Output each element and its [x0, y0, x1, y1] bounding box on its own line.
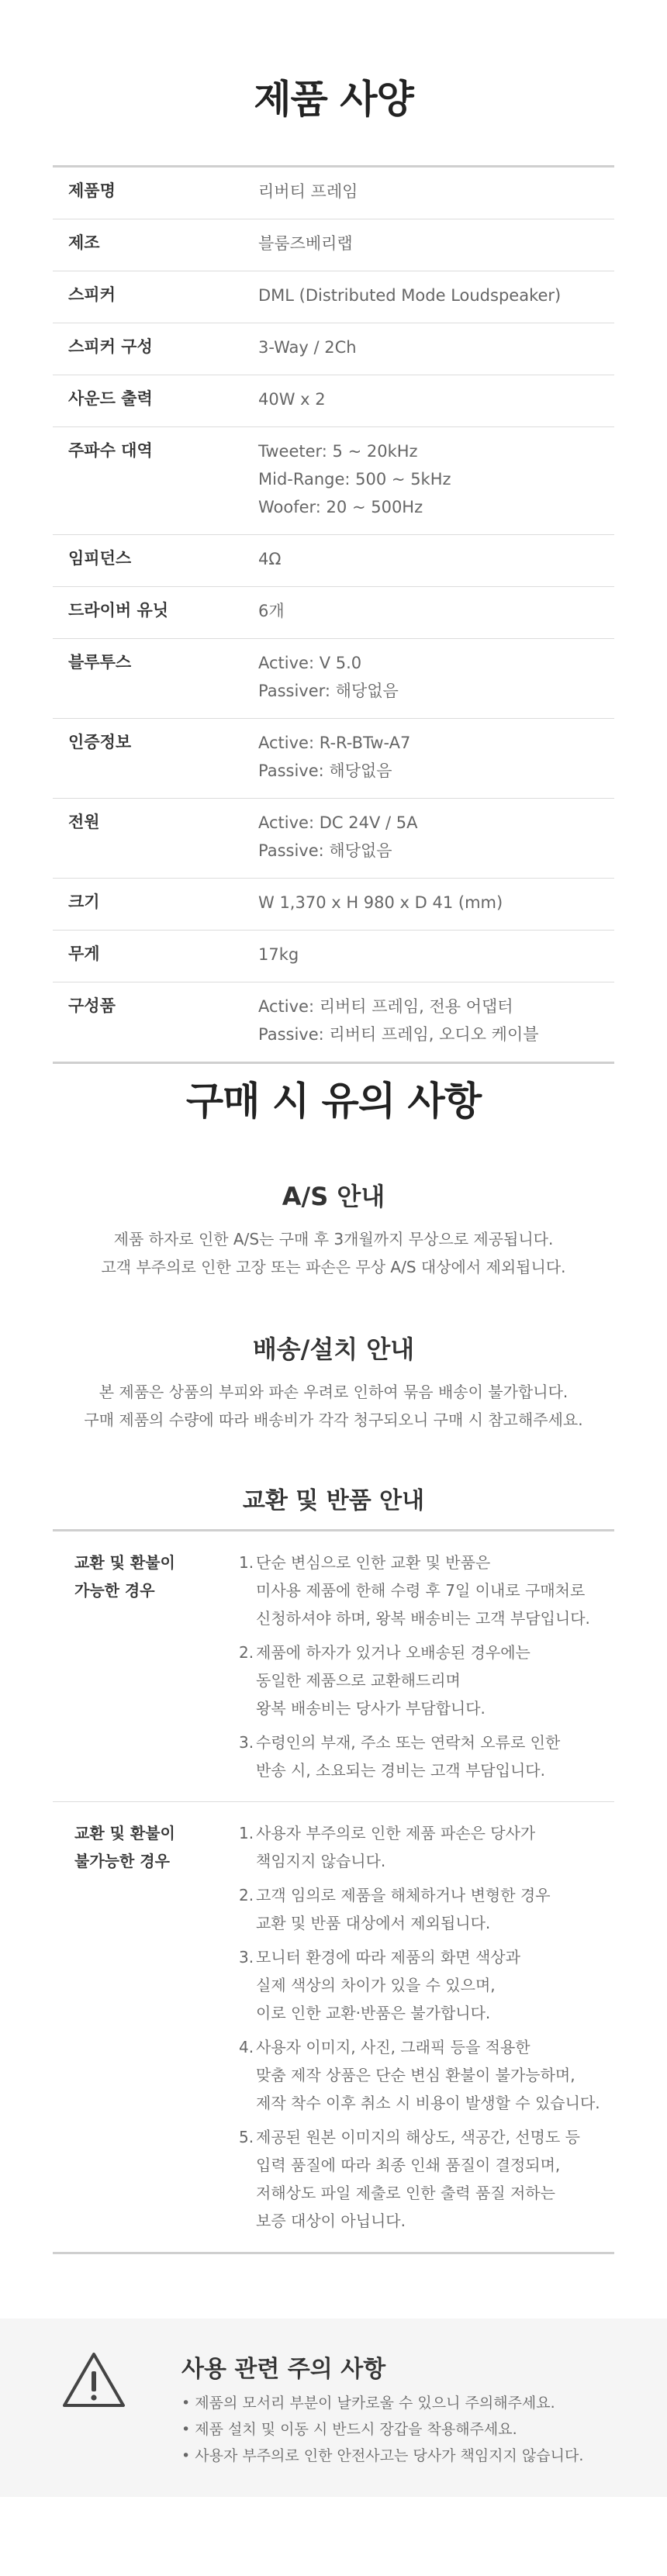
- exchange-impossible-label: [53, 1819, 239, 2235]
- spec-value-line: 40W x 2: [258, 390, 326, 409]
- spec-row: [53, 639, 614, 719]
- exchange-item-line: 맞춤 제작 상품은 단순 변심 환불이 불가능하며,: [256, 2066, 575, 2084]
- spec-value-line: Passive: 해당없음: [258, 841, 392, 860]
- spec-value-line: Woofer: 20 ~ 500Hz: [258, 498, 423, 516]
- exchange-item: [239, 2123, 614, 2235]
- spec-row: [53, 271, 614, 323]
- exchange-item-text: [256, 1728, 560, 1784]
- spec-label: 전원: [68, 813, 100, 831]
- exchange-item: [239, 2033, 614, 2117]
- exchange-item-line: 제공된 원본 이미지의 해상도, 색공간, 선명도 등: [256, 2128, 580, 2146]
- exchange-item: [239, 1728, 614, 1784]
- spec-value: [258, 993, 614, 1048]
- spec-value-line: Tweeter: 5 ~ 20kHz: [258, 442, 418, 461]
- shipping-notice-line: 구매 제품의 수량에 따라 배송비가 각각 청구되오니 구매 시 참고해주세요.: [84, 1411, 583, 1429]
- spec-label: 주파수 대역: [68, 441, 153, 460]
- spec-value-line: Active: V 5.0: [258, 654, 362, 672]
- exchange-item-line: 입력 품질에 따라 최종 인쇄 품질이 결정되며,: [256, 2156, 561, 2174]
- exchange-item-line: 제작 착수 이후 취소 시 비용이 발생할 수 있습니다.: [256, 2094, 600, 2112]
- label-line: 불가능한 경우: [74, 1852, 170, 1870]
- exchange-item-text: [256, 1881, 551, 1937]
- exchange-item-text: [256, 1819, 535, 1875]
- usage-caution-item: • 제품의 모서리 부분이 날카로울 수 있으니 주의해주세요.: [181, 2390, 583, 2416]
- shipping-notice-title: 배송/설치 안내: [252, 1335, 415, 1364]
- spec-row: [53, 167, 614, 219]
- spec-label: 무게: [68, 944, 100, 963]
- exchange-item-line: 교환 및 반품 대상에서 제외됩니다.: [256, 1914, 491, 1932]
- spec-value: [258, 729, 614, 785]
- spec-value: [258, 385, 614, 413]
- exchange-item-line: 책임지지 않습니다.: [256, 1852, 386, 1870]
- exchange-impossible-list: [239, 1819, 614, 2235]
- exchange-title: 교환 및 반품 안내: [242, 1487, 425, 1514]
- exchange-item-line: 동일한 제품으로 교환해드리며: [256, 1671, 461, 1690]
- exchange-item: [239, 1881, 614, 1937]
- spec-label: 사운드 출력: [68, 389, 153, 408]
- exchange-item-line: 보증 대상이 아닙니다.: [256, 2212, 406, 2230]
- spec-label: 블루투스: [68, 653, 132, 672]
- as-notice-title: A/S 안내: [282, 1182, 385, 1211]
- spec-label: 스피커 구성: [68, 337, 153, 356]
- spec-value-line: Active: DC 24V / 5A: [258, 813, 418, 832]
- exchange-item: [239, 1943, 614, 2027]
- shipping-notice-line: 본 제품은 상품의 부피와 파손 우려로 인하여 묶음 배송이 불가합니다.: [98, 1383, 569, 1401]
- spec-row: [53, 375, 614, 427]
- as-notice: [0, 1177, 667, 1281]
- usage-caution-title: 사용 관련 주의 사항: [181, 2356, 386, 2383]
- exchange-item-number: 1.: [239, 1553, 254, 1572]
- exchange-item-number: 5.: [239, 2128, 254, 2146]
- exchange-item-text: [256, 1638, 530, 1722]
- spec-value: [258, 545, 614, 573]
- warning-triangle-icon: [60, 2350, 127, 2412]
- label-line: 교환 및 환불이: [74, 1553, 175, 1572]
- exchange-table: [53, 1529, 614, 2254]
- exchange-item-text: [256, 1943, 520, 2027]
- spec-row: [53, 323, 614, 375]
- spec-value: [258, 281, 614, 309]
- exchange-possible-row: [53, 1531, 614, 1801]
- spec-label: 크기: [68, 893, 100, 911]
- exchange-item-line: 단순 변심으로 인한 교환 및 반품은: [256, 1553, 491, 1572]
- spec-value: [258, 941, 614, 969]
- exchange-item-line: 고객 임의로 제품을 해체하거나 변형한 경우: [256, 1886, 551, 1904]
- exchange-item-line: 사용자 부주의로 인한 제품 파손은 당사가: [256, 1824, 536, 1842]
- spec-row: [53, 587, 614, 639]
- exchange-possible-label: [53, 1549, 239, 1784]
- exchange-item-line: 신청하셔야 하며, 왕복 배송비는 고객 부담입니다.: [256, 1609, 590, 1628]
- exchange-item-line: 수령인의 부재, 주소 또는 연락처 오류로 인한: [256, 1733, 561, 1752]
- spec-value-line: 블룸즈베리랩: [258, 234, 353, 253]
- spec-label: 구성품: [68, 996, 116, 1015]
- spec-value-line: Passiver: 해당없음: [258, 682, 399, 700]
- exchange-item-number: 2.: [239, 1643, 254, 1662]
- as-notice-line: 제품 하자로 인한 A/S는 구매 후 3개월까지 무상으로 제공됩니다.: [113, 1230, 554, 1248]
- exchange-item-number: 3.: [239, 1948, 254, 1967]
- spec-table: [53, 165, 614, 1064]
- exchange-item: [239, 1638, 614, 1722]
- exchange-possible-list: [239, 1549, 614, 1784]
- exchange-item-line: 이로 인한 교환·반품은 불가합니다.: [256, 2004, 491, 2022]
- usage-caution-list: [181, 2390, 583, 2469]
- exchange-item-number: 1.: [239, 1824, 254, 1842]
- exchange-item-number: 4.: [239, 2038, 254, 2056]
- spec-value: [258, 333, 614, 361]
- spec-value-line: W 1,370 x H 980 x D 41 (mm): [258, 893, 503, 912]
- exchange-item-text: [256, 2033, 600, 2117]
- label-line: 가능한 경우: [74, 1581, 155, 1600]
- usage-caution-band: [0, 2319, 667, 2497]
- spec-row: [53, 535, 614, 587]
- spec-value-line: Passive: 리버티 프레임, 오디오 케이블: [258, 1025, 539, 1044]
- exchange-item: [239, 1819, 614, 1875]
- spec-value-line: Active: 리버티 프레임, 전용 어댑터: [258, 997, 513, 1016]
- spec-value: [258, 809, 614, 865]
- usage-caution-item: • 제품 설치 및 이동 시 반드시 장갑을 착용해주세요.: [181, 2416, 583, 2443]
- spec-value: [258, 437, 614, 521]
- spec-value: [258, 597, 614, 625]
- exchange-item-line: 저해상도 파일 제출로 인한 출력 품질 저하는: [256, 2184, 555, 2202]
- spec-row: [53, 982, 614, 1062]
- exchange-item-line: 미사용 제품에 한해 수령 후 7일 이내로 구매처로: [256, 1581, 586, 1600]
- spec-label: 제조: [68, 233, 100, 252]
- spec-row: [53, 799, 614, 879]
- exchange-item-text: [256, 2123, 580, 2235]
- spec-label: 임피던스: [68, 549, 132, 568]
- shipping-notice: [0, 1330, 667, 1434]
- spec-label: 스피커: [68, 285, 116, 304]
- spec-value-line: 6개: [258, 602, 285, 620]
- spec-row: [53, 879, 614, 931]
- spec-value-line: 리버티 프레임: [258, 182, 358, 201]
- spec-row: [53, 219, 614, 271]
- spec-value-line: 17kg: [258, 945, 299, 964]
- exchange-item-number: 3.: [239, 1733, 254, 1752]
- exchange-item-line: 제품에 하자가 있거나 오배송된 경우에는: [256, 1643, 530, 1662]
- spec-row: [53, 931, 614, 982]
- spec-value-line: Active: R-R-BTw-A7: [258, 734, 411, 752]
- usage-caution-item: • 사용자 부주의로 인한 안전사고는 당사가 책임지지 않습니다.: [181, 2443, 583, 2469]
- label-line: 교환 및 환불이: [74, 1824, 175, 1842]
- spec-value-line: 3-Way / 2Ch: [258, 338, 357, 357]
- exchange-item: [239, 1549, 614, 1632]
- spec-label: 드라이버 유닛: [68, 601, 169, 620]
- exchange-item-line: 실제 색상의 차이가 있을 수 있으며,: [256, 1976, 496, 1994]
- spec-value: [258, 230, 614, 257]
- spec-row: [53, 427, 614, 535]
- exchange-item-number: 2.: [239, 1886, 254, 1904]
- exchange-item-line: 반송 시, 소요되는 경비는 고객 부담입니다.: [256, 1761, 545, 1780]
- as-notice-line: 고객 부주의로 인한 고장 또는 파손은 무상 A/S 대상에서 제외됩니다.: [101, 1258, 566, 1276]
- spec-label: 제품명: [68, 181, 116, 200]
- exchange-item-line: 사용자 이미지, 사진, 그래픽 등을 적용한: [256, 2038, 530, 2056]
- spec-value: [258, 649, 614, 705]
- spec-value-line: Mid-Range: 500 ~ 5kHz: [258, 470, 451, 489]
- spec-row: [53, 719, 614, 799]
- spec-value-line: 4Ω: [258, 550, 282, 568]
- exchange-item-text: [256, 1549, 590, 1632]
- spec-label: 인증정보: [68, 733, 132, 751]
- exchange-item-line: 왕복 배송비는 당사가 부담합니다.: [256, 1699, 486, 1718]
- spec-value: [258, 889, 614, 917]
- caution-section-title: 구매 시 유의 사항: [185, 1079, 482, 1124]
- exchange-impossible-row: [53, 1801, 614, 2252]
- spec-value: [258, 178, 614, 205]
- spec-value-line: DML (Distributed Mode Loudspeaker): [258, 286, 562, 305]
- exchange-item-line: 모니터 환경에 따라 제품의 화면 색상과: [256, 1948, 520, 1967]
- spec-value-line: Passive: 해당없음: [258, 761, 392, 780]
- spec-section-title: 제품 사양: [254, 77, 413, 122]
